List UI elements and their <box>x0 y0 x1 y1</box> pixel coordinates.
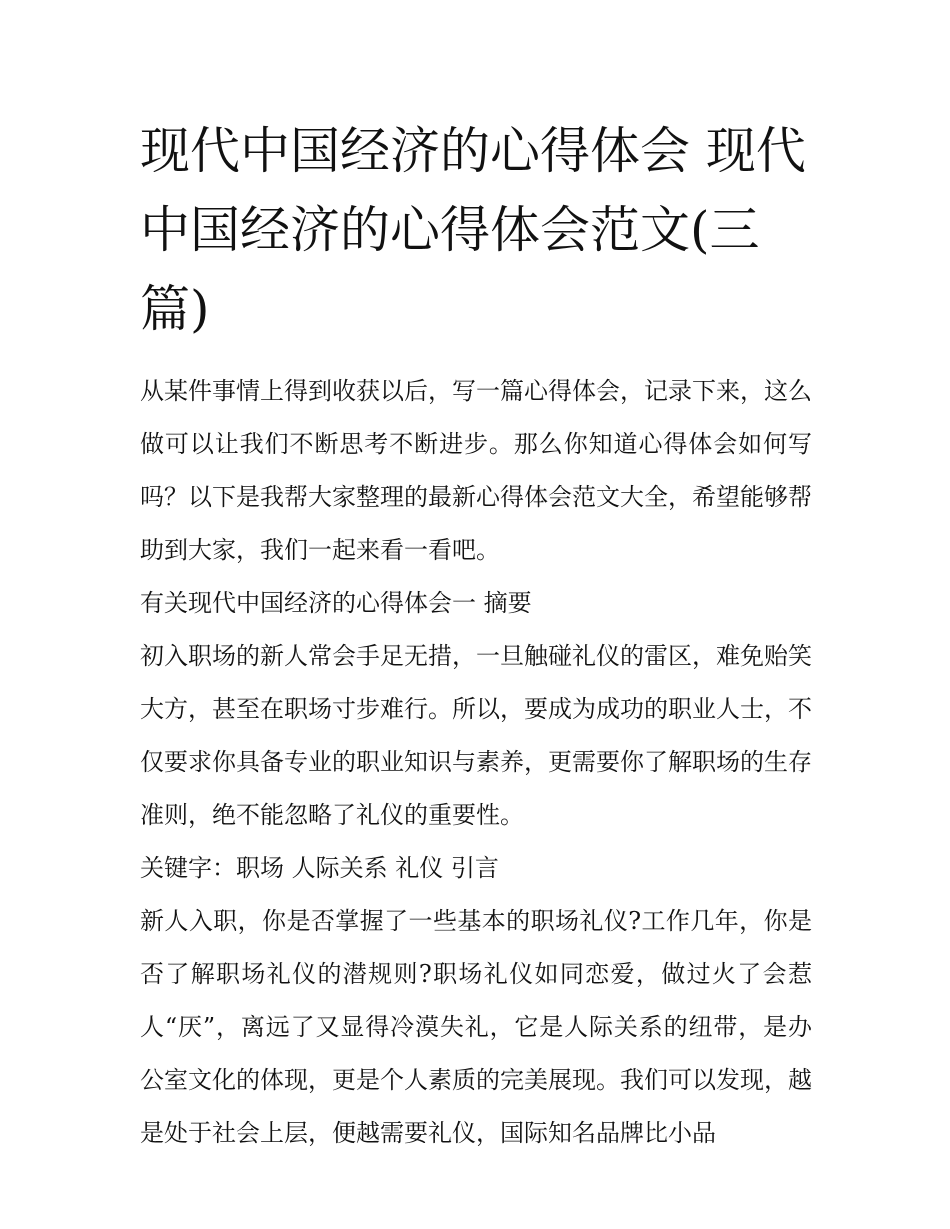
intro-paragraph: 从某件事情上得到收获以后，写一篇心得体会，记录下来，这么做可以让我们不断思考不断进步。那么你知道心得体会如何写吗？以下是我帮大家整理的最新心得体会范文大全，希望能够帮助到大家，我们一起来看一看吧。 <box>140 377 812 564</box>
keywords-line: 关键字：职场 人际关系 礼仪 引言 <box>140 854 499 882</box>
body-paragraph: 新人入职，你是否掌握了一些基本的职场礼仪?工作几年，你是否了解职场礼仪的潜规则?职场礼仪如同恋爱，做过火了会惹人“厌”，离远了又显得冷漠失礼，它是人际关系的纽带，是办公室文化的体现，更是个人素质的完美展现。我们可以发现，越是处于社会上层，便越需要礼仪，国际知名品牌比小品 <box>140 907 812 1147</box>
abstract-paragraph: 初入职场的新人常会手足无措，一旦触碰礼仪的雷区，难免贻笑大方，甚至在职场寸步难行。所以，要成为成功的职业人士，不仅要求你具备专业的职业知识与素养，更需要你了解职场的生存准则，绝不能忽略了礼仪的重要性。 <box>140 642 812 829</box>
document-title: 现代中国经济的心得体会 现代中国经济的心得体会范文(三篇) <box>140 122 806 338</box>
document-page <box>140 112 812 1160</box>
section-heading: 有关现代中国经济的心得体会一 摘要 <box>140 589 532 617</box>
